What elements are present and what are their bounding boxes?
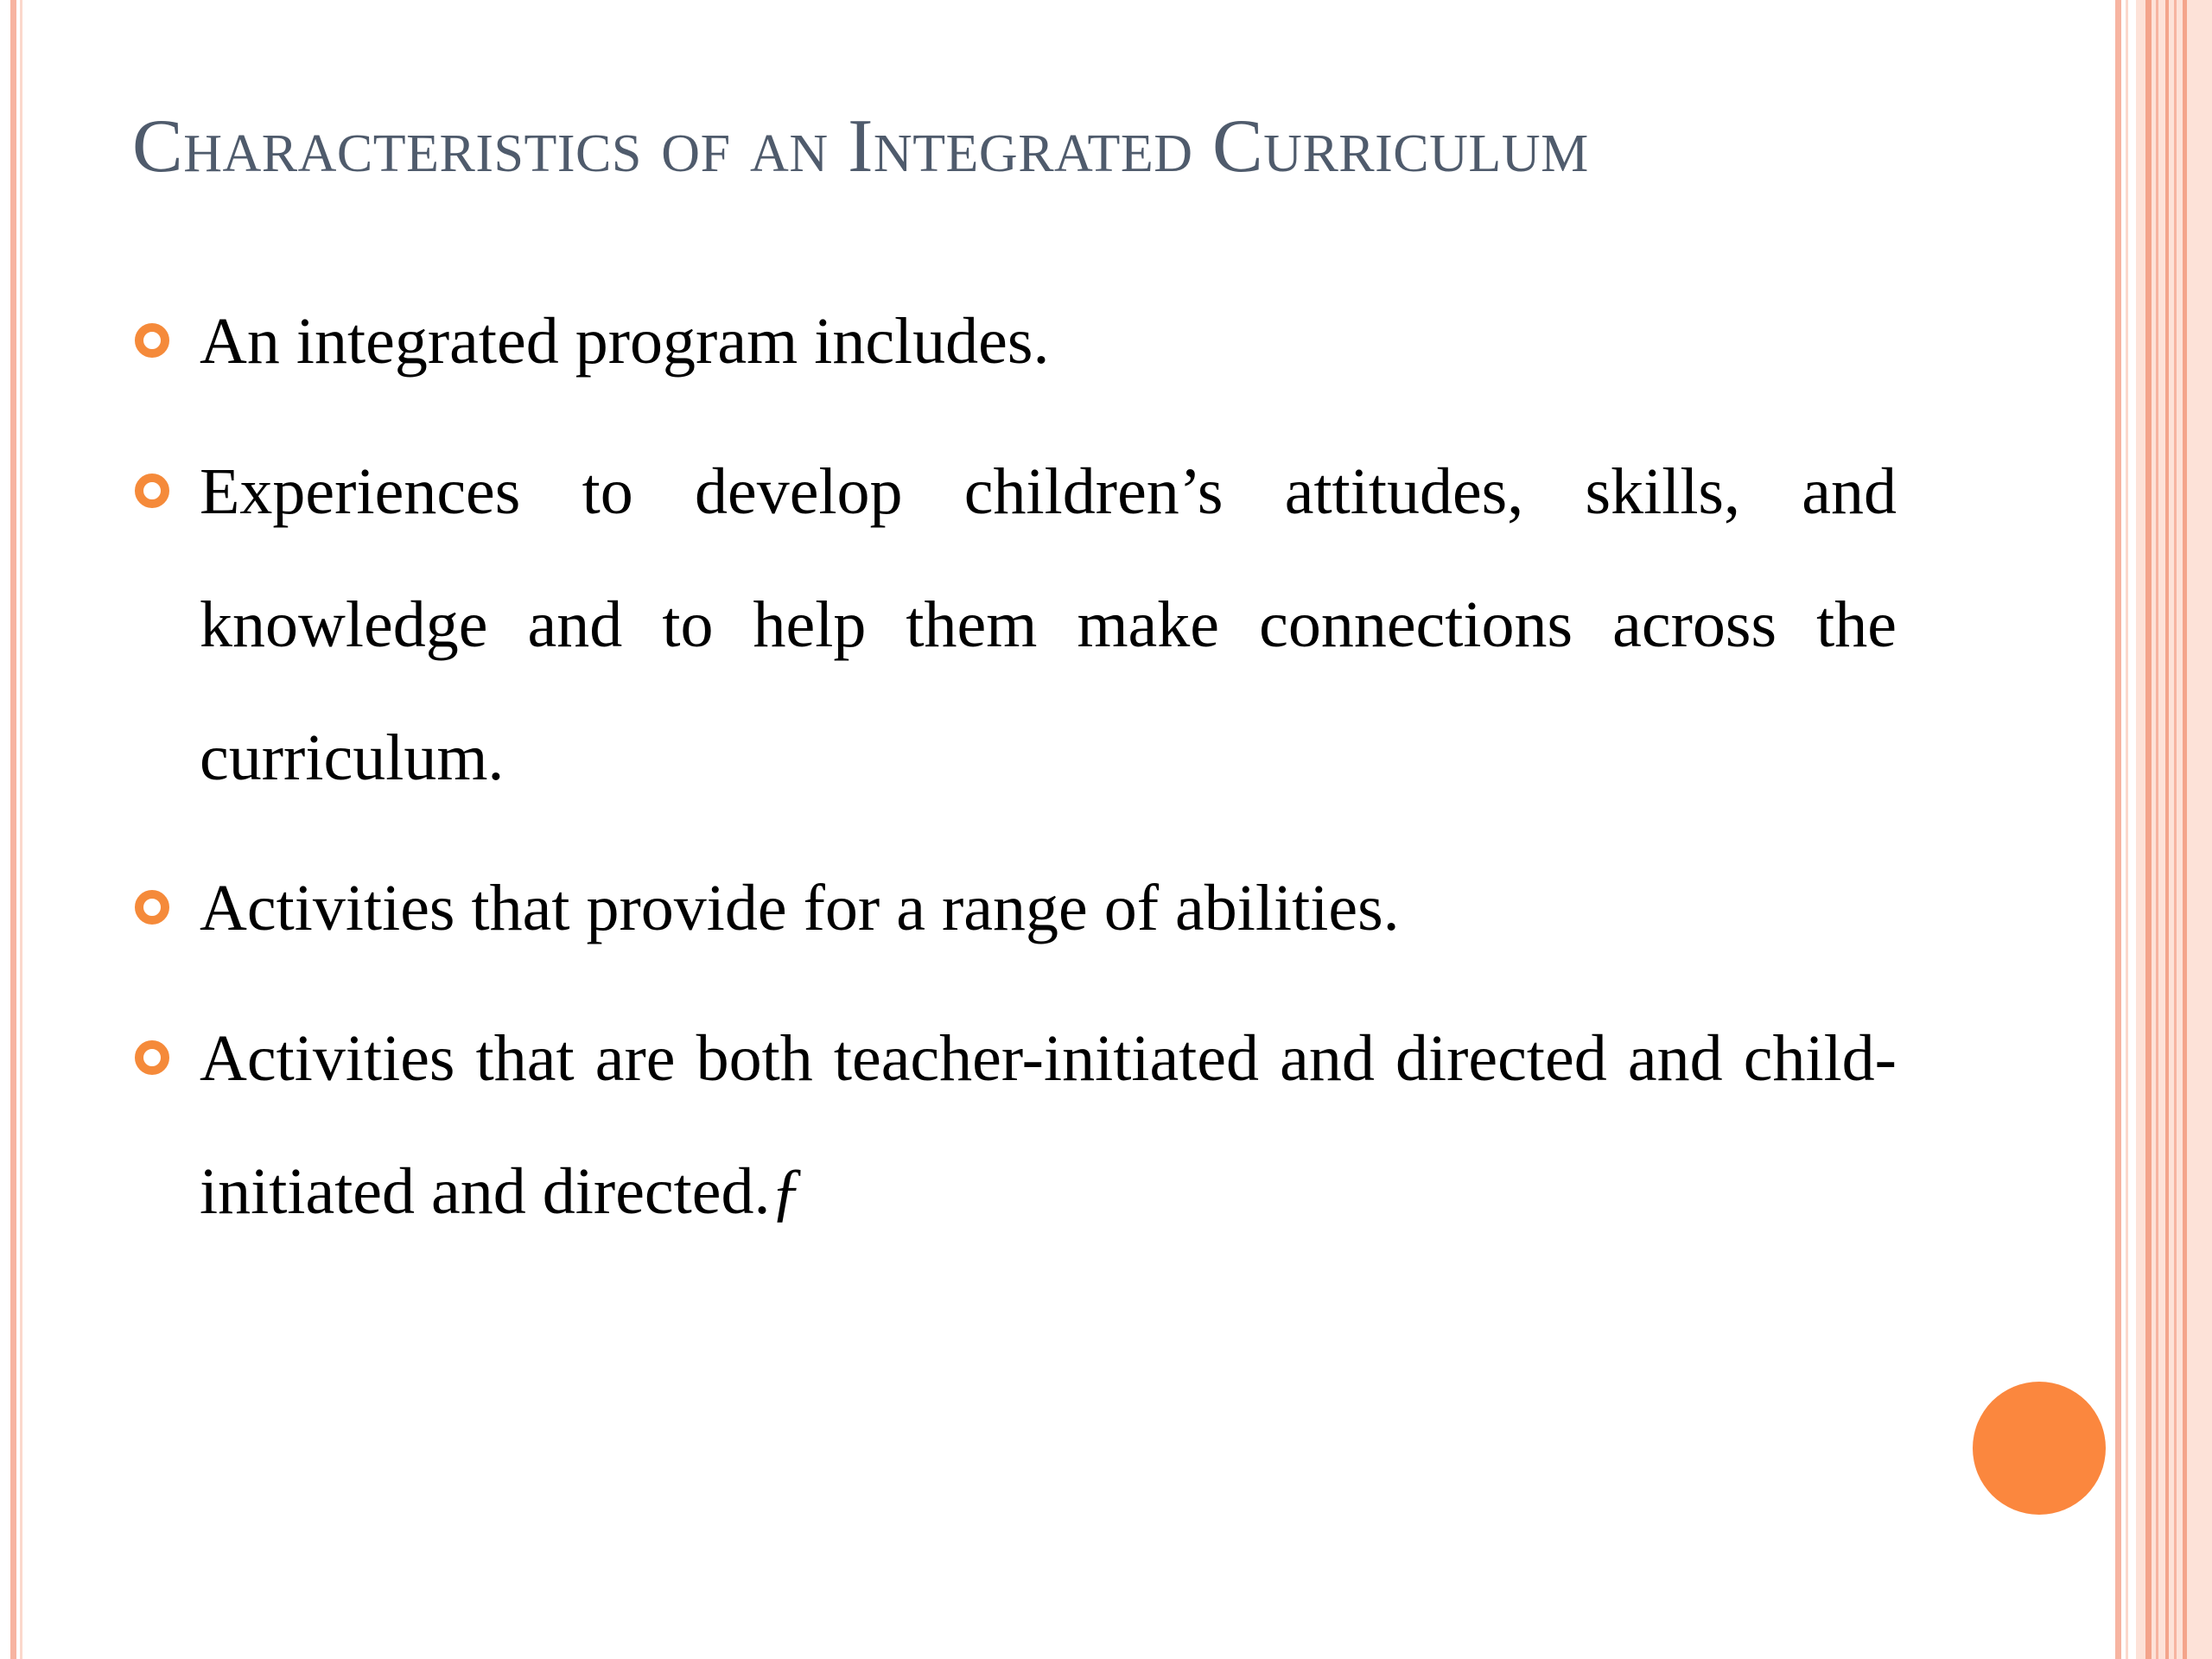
hollow-circle-bullet-icon xyxy=(135,474,169,508)
bullet-item xyxy=(130,275,1897,408)
slide-title: Characteristics of an Integrated Curriculum xyxy=(132,105,1589,188)
right-band-stripe xyxy=(2174,0,2177,1659)
hollow-circle-bullet-icon xyxy=(135,890,169,925)
bullet-item xyxy=(130,992,1897,1258)
bullet-suffix: ƒ xyxy=(770,1155,804,1228)
bullet-item xyxy=(130,425,1897,824)
left-border-line-thin xyxy=(20,0,22,1659)
hollow-circle-bullet-icon xyxy=(135,323,169,358)
hollow-circle-bullet-icon xyxy=(135,1040,169,1075)
right-border-line xyxy=(2115,0,2121,1659)
right-border-line-thin xyxy=(2126,0,2128,1659)
bullet-text: Experiences to develop children’s attitudes, skills, and knowledge and to help them make connections across the curriculum. xyxy=(200,455,1897,794)
bullet-item xyxy=(130,842,1897,975)
right-band-stripe xyxy=(2183,0,2187,1659)
bullet-text: Activities that provide for a range of abilities. xyxy=(200,872,1400,944)
right-band-stripe xyxy=(2156,0,2158,1659)
bullet-list xyxy=(130,275,1897,1275)
right-band-stripe xyxy=(2165,0,2169,1659)
orange-circle-decoration xyxy=(1973,1382,2106,1515)
bullet-text: An integrated program includes. xyxy=(200,305,1050,378)
bullet-text: Activities that are both teacher-initiated and directed and child-initiated and directed. xyxy=(200,1022,1897,1228)
left-border-line xyxy=(10,0,16,1659)
right-band-stripe xyxy=(2145,0,2152,1659)
